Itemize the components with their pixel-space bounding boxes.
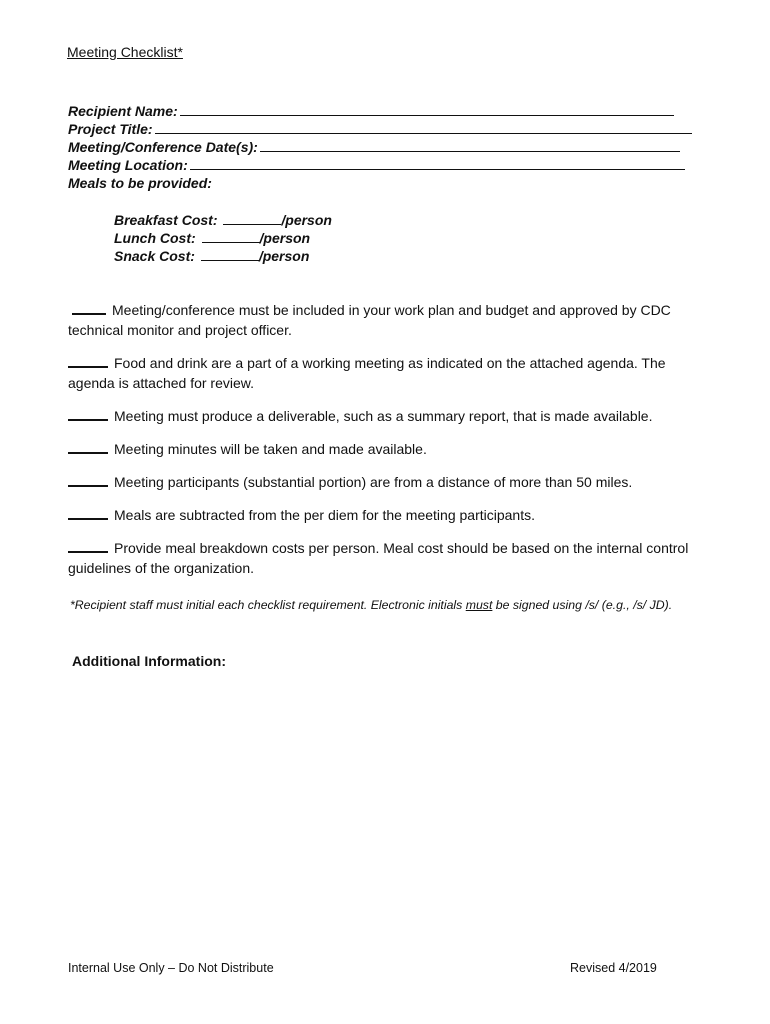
meeting-location-blank[interactable] — [190, 157, 685, 170]
meal-costs — [114, 211, 332, 265]
footnote — [70, 598, 672, 612]
footer-distribution-note: Internal Use Only – Do Not Distribute — [68, 961, 274, 975]
checklist-item — [68, 439, 698, 459]
additional-info-heading: Additional Information: — [72, 653, 226, 669]
checklist-item-text: Meeting must produce a deliverable, such as a summary report, that is made available. — [114, 408, 653, 424]
checklist-item-text: Meeting participants (substantial portion) are from a distance of more than 50 miles. — [114, 474, 633, 490]
breakfast-cost-blank[interactable] — [223, 212, 281, 225]
initial-blank[interactable] — [68, 473, 108, 487]
checklist-item — [68, 353, 698, 393]
form-fields — [68, 102, 708, 192]
lunch-cost-field[interactable] — [114, 229, 332, 247]
checklist-item — [68, 472, 698, 492]
meals-label: Meals to be provided: — [68, 175, 212, 191]
initial-blank[interactable] — [68, 354, 108, 368]
meeting-dates-blank[interactable] — [260, 139, 680, 152]
project-title-label: Project Title: — [68, 121, 153, 137]
footnote-text-before: *Recipient staff must initial each checklist requirement. Electronic initials — [70, 598, 466, 612]
initial-blank[interactable] — [68, 506, 108, 520]
breakfast-cost-unit: /person — [281, 212, 332, 228]
snack-cost-blank[interactable] — [201, 248, 259, 261]
meeting-dates-label: Meeting/Conference Date(s): — [68, 139, 258, 155]
checklist-item — [68, 538, 698, 578]
project-title-blank[interactable] — [155, 121, 692, 134]
lunch-cost-blank[interactable] — [202, 230, 260, 243]
breakfast-cost-field[interactable] — [114, 211, 332, 229]
meals-heading — [68, 174, 708, 192]
snack-cost-field[interactable] — [114, 247, 332, 265]
checklist-item-text: Food and drink are a part of a working meeting as indicated on the attached agenda. The agenda is attached for review. — [68, 355, 666, 391]
footer-revision-date: Revised 4/2019 — [570, 961, 657, 975]
recipient-name-label: Recipient Name: — [68, 103, 178, 119]
checklist-item-text: Meeting/conference must be included in your work plan and budget and approved by CDC technical monitor and project officer. — [68, 302, 671, 338]
checklist-item — [68, 300, 698, 340]
initial-blank[interactable] — [68, 407, 108, 421]
checklist-item-text: Meeting minutes will be taken and made available. — [114, 441, 427, 457]
page-title: Meeting Checklist* — [67, 44, 183, 60]
checklist-item — [68, 406, 698, 426]
meeting-dates-field[interactable] — [68, 138, 708, 156]
initial-blank[interactable] — [68, 440, 108, 454]
recipient-name-blank[interactable] — [180, 103, 674, 116]
checklist-item-text: Meals are subtracted from the per diem for the meeting participants. — [114, 507, 535, 523]
checklist-item — [68, 505, 698, 525]
meeting-location-field[interactable] — [68, 156, 708, 174]
snack-cost-label: Snack Cost: — [114, 248, 195, 264]
meeting-location-label: Meeting Location: — [68, 157, 188, 173]
project-title-field[interactable] — [68, 120, 708, 138]
lunch-cost-label: Lunch Cost: — [114, 230, 196, 246]
initial-blank[interactable] — [68, 539, 108, 553]
checklist-item-text: Provide meal breakdown costs per person. Meal cost should be based on the internal control guidelines of the organization. — [68, 540, 689, 576]
recipient-name-field[interactable] — [68, 102, 708, 120]
footnote-text-after: be signed using /s/ (e.g., /s/ JD). — [492, 598, 673, 612]
snack-cost-unit: /person — [258, 248, 310, 264]
footnote-emphasis: must — [465, 598, 493, 612]
breakfast-cost-label: Breakfast Cost: — [114, 212, 218, 228]
initial-blank[interactable] — [72, 301, 106, 315]
lunch-cost-unit: /person — [259, 230, 311, 246]
checklist — [68, 300, 698, 591]
